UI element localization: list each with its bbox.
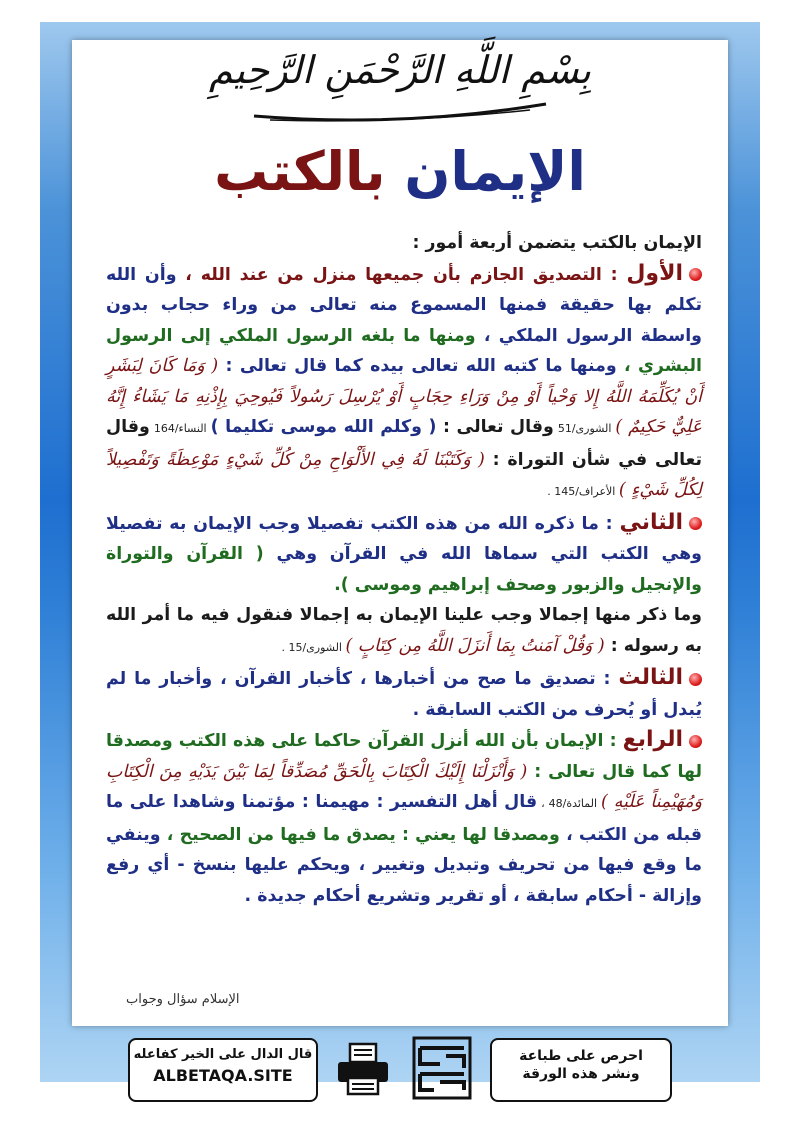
content-card — [72, 40, 728, 1026]
section-first: الأول : التصديق الجازم بأن جميعها منزل من عند الله ، وأن الله تكلم بها حقيقة فمنها المسموع منه تعالى من وراء حجاب بدون واسطة الرسول الملكي ، ومنها ما بلغه الرسول الملكي إلى الرسول البشري ، ومنها ما كتبه الله تعالى بيده كما قال تعالى : ( وَمَا كَانَ لِبَشَرٍ أَنْ يُكَلِّمَهُ اللَّهُ إِلا وَحْياً أَوْ مِنْ وَرَاءِ حِجَابٍ أَوْ يُرْسِلَ رَسُولاً فَيُوحِيَ بِإِذْنِهِ مَا يَشَاءُ إِنَّهُ عَلِيٌّ حَكِيمٌ ) الشورى/51 وقال تعالى : ( وكلم الله موسى تكليما ) النساء/164 وقال تعالى في شأن التوراة : ( وَكَتَبْنَا لَهُ فِي الأَلْوَاحِ مِنْ كُلِّ شَيْءٍ مَوْعِظَةً وَتَفْصِيلاً لِكُلِّ شَيْءٍ ) الأعراف/145 . — [106, 260, 703, 500]
section-fourth: الرابع : الإيمان بأن الله أنزل القرآن حاكما على هذه الكتب ومصدقا لها كما قال تعالى : ( وَأَنْزَلْنَا إِلَيْكَ الْكِتَابَ بِالْحَقِّ مُصَدِّقاً لِمَا بَيْنَ يَدَيْهِ مِنَ الْكِتَابِ وَمُهَيْمِناً عَلَيْهِ ) المائدة/48 ، قال أهل التفسير : مهيمنا : مؤتمنا وشاهدا على ما قبله من الكتب ، ومصدقا لها يعني : يصدق ما فيها من الصحيح ، وينفي ما وقع فيها من تحريف وتبديل وتغيير ، ويحكم عليها بنسخ - أي رفع وإزالة - أحكام سابقة ، أو تقرير وتشريع أحكام جديدة . — [106, 727, 703, 906]
article-body — [106, 228, 702, 911]
footer-bar — [128, 1034, 672, 1102]
printer-icon — [334, 1040, 392, 1098]
basmala-calligraphy: بِسْمِ اللَّهِ الرَّحْمَنِ الرَّحِيمِ — [209, 48, 591, 92]
quran-verse: ( وَمَا كَانَ لِبَشَرٍ أَنْ يُكَلِّمَهُ اللَّهُ إِلا وَحْياً أَوْ مِنْ وَرَاءِ حِجَابٍ أَوْ يُرْسِلَ رَسُولاً فَيُوحِيَ بِإِذْنِهِ مَا يَشَاءُ إِنَّهُ عَلِيٌّ حَكِيمٌ ) — [106, 356, 703, 437]
source-credit: الإسلام سؤال وجواب — [126, 992, 240, 1007]
page-title — [72, 140, 728, 203]
red-bullet-icon — [689, 268, 702, 281]
section-heading: الثالث — [618, 665, 683, 690]
section-heading: الرابع — [622, 727, 683, 752]
footer-site-box — [128, 1038, 318, 1102]
quran-verse: ( وَقُلْ آمَنتُ بِمَا أَنزَلَ اللَّهُ مِن كِتَابٍ ) — [345, 635, 605, 656]
verse-reference: الشورى/51 — [553, 422, 616, 435]
calligraphy-swash — [250, 98, 550, 124]
red-bullet-icon — [689, 517, 702, 530]
verse-reference: النساء/164 — [149, 422, 211, 435]
footer-hadith: قال الدال على الخير كفاعله — [133, 1047, 313, 1062]
intro-line: الإيمان بالكتب يتضمن أربعة أمور : — [412, 233, 702, 253]
verse-reference: الأعراف/145 . — [547, 485, 619, 498]
verse-reference: الشورى/15 . — [281, 640, 346, 654]
footer-print-line2: ونشر هذه الورقة — [522, 1066, 640, 1082]
section-heading: الأول — [626, 260, 683, 286]
title-word-iman: الإيمان — [404, 140, 586, 203]
dawah-logo-icon — [410, 1034, 474, 1102]
footer-print-box — [490, 1038, 672, 1102]
red-bullet-icon — [689, 735, 702, 748]
footer-site-link[interactable]: ALBETAQA.SITE — [153, 1066, 293, 1085]
red-bullet-icon — [689, 673, 702, 686]
quran-verse: ( وَكَتَبْنَا لَهُ فِي الأَلْوَاحِ مِنْ كُلِّ شَيْءٍ مَوْعِظَةً وَتَفْصِيلاً لِكُلِّ شَيْءٍ ) — [106, 449, 702, 500]
section-second: الثاني : ما ذكره الله من هذه الكتب تفصيلا وجب الإيمان به تفصيلا وهي الكتب التي سماها الله في القرآن وهي ( القرآن والتوراة والإنجيل والزبور وصحف إبراهيم وموسى ). وما ذكر منها إجمالا وجب علينا الإيمان به إجمالا فنقول فيه ما أمر الله به رسوله : ( وَقُلْ آمَنتُ بِمَا أَنزَلَ اللَّهُ مِن كِتَابٍ ) الشورى/15 . — [106, 509, 702, 656]
verse-reference: المائدة/48 ، — [537, 797, 601, 810]
quran-verse: ( وَأَنْزَلْنَا إِلَيْكَ الْكِتَابَ بِالْحَقِّ مُصَدِّقاً لِمَا بَيْنَ يَدَيْهِ مِنَ الْكِتَابِ وَمُهَيْمِناً عَلَيْهِ ) — [106, 761, 703, 812]
section-heading: الثاني — [619, 509, 683, 535]
title-word-kutub: بالكتب — [214, 140, 386, 203]
footer-print-line1: احرص على طباعة — [519, 1048, 643, 1064]
section-third: الثالث : تصديق ما صح من أخبارها ، كأخبار القرآن ، وأخبار ما لم يُبدل أو يُحرف من الكتب السابقة . — [106, 665, 702, 720]
